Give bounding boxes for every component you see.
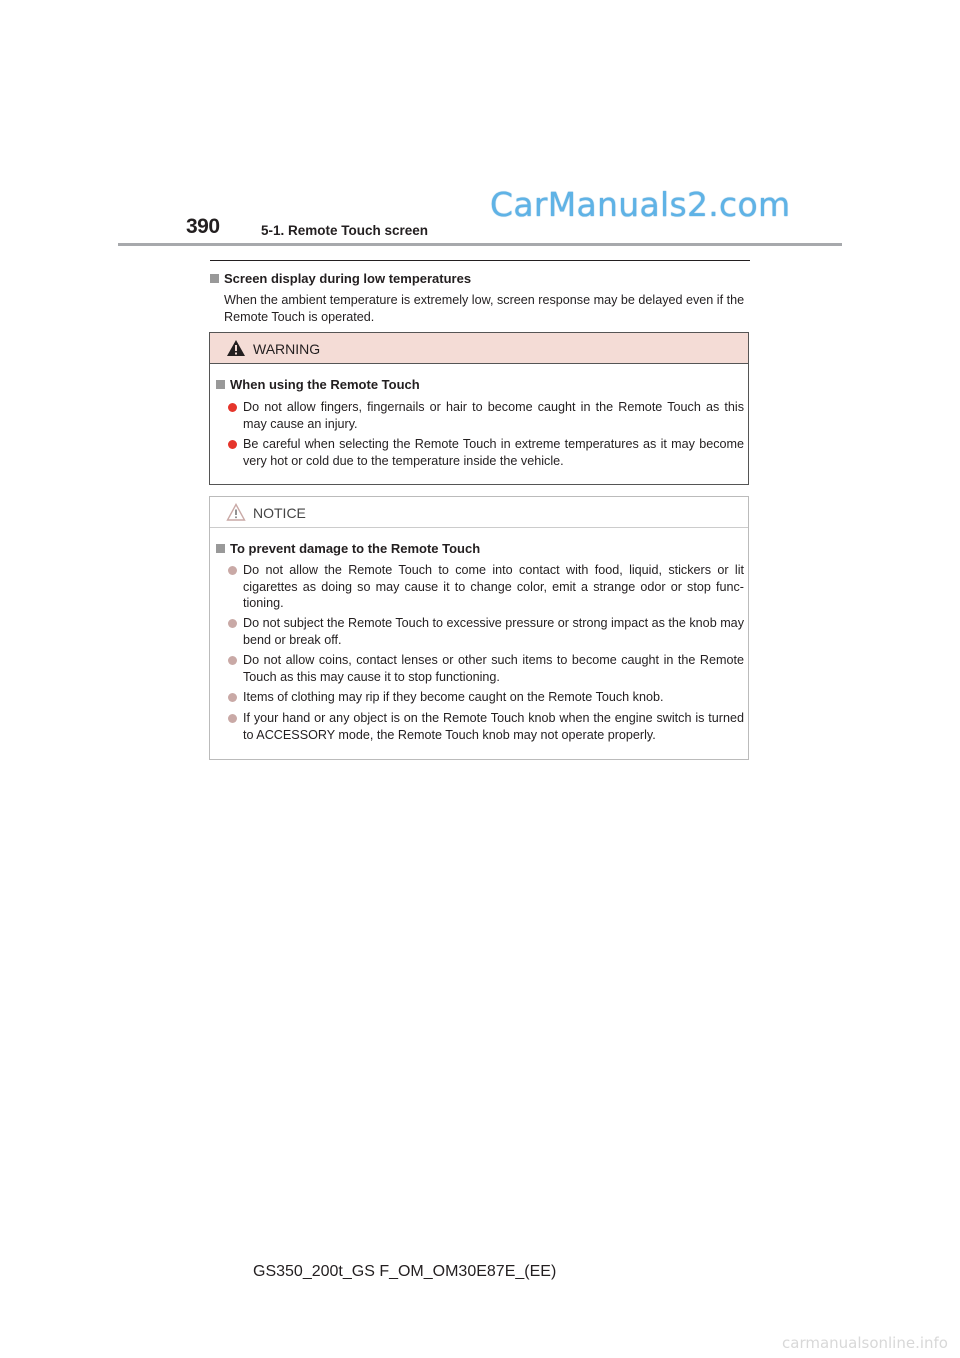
watermark-logo: CarManuals2.com (490, 185, 791, 224)
caution-triangle-icon (226, 503, 246, 521)
square-bullet-icon (216, 544, 225, 553)
intro-heading-text: Screen display during low temperatures (224, 271, 472, 286)
section-title: 5-1. Remote Touch screen (261, 223, 429, 238)
warning-item-text: Do not allow fingers, fingernails or hair to become caught in the Remote Touch as this may cause an injury. (243, 400, 744, 431)
notice-heading-text: To prevent damage to the Remote Touch (230, 541, 481, 556)
square-bullet-icon (216, 380, 225, 389)
bullet-dot-icon (228, 714, 237, 723)
footer-code: GS350_200t_GS F_OM_OM30E87E_(EE) (253, 1263, 557, 1280)
warning-header (210, 333, 748, 364)
notice-item (228, 689, 744, 706)
notice-box (209, 496, 749, 760)
warning-heading (216, 377, 420, 392)
content-rule (210, 260, 750, 261)
page-number: 390 (186, 215, 220, 238)
square-bullet-icon (210, 274, 219, 283)
notice-item-text: Do not subject the Remote Touch to excessive pressure or strong impact as the knob may bend or break off. (243, 616, 744, 647)
notice-heading (216, 541, 480, 556)
warning-triangle-icon (226, 339, 246, 357)
intro-body: When the ambient temperature is extremely low, screen response may be delayed even if the Remote Touch is operated. (224, 293, 745, 324)
intro-heading (210, 271, 471, 286)
notice-item-text: If your hand or any object is on the Remote Touch knob when the engine switch is turned to ACCESSORY mode, the Remote Touch knob may not operate properly. (243, 711, 744, 742)
bullet-dot-icon (228, 566, 237, 575)
warning-heading-text: When using the Remote Touch (230, 377, 420, 392)
warning-label: WARNING (253, 341, 321, 357)
bullet-dot-icon (228, 693, 237, 702)
bullet-dot-icon (228, 619, 237, 628)
notice-item-text: Do not allow coins, contact lenses or other such items to become caught in the Remote Touch as this may cause it to stop functioning. (243, 653, 744, 684)
notice-item-text: Items of clothing may rip if they become caught on the Remote Touch knob. (243, 690, 664, 704)
corner-watermark: carmanualsonline.info (782, 1334, 948, 1352)
notice-item (228, 615, 744, 648)
notice-label: NOTICE (253, 505, 306, 521)
bullet-dot-icon (228, 403, 237, 412)
notice-item (228, 710, 744, 743)
warning-item (228, 436, 744, 469)
warning-box (209, 332, 749, 485)
notice-header (210, 497, 748, 528)
notice-item (228, 652, 744, 685)
warning-item-text: Be careful when selecting the Remote Touch in extreme temperatures as it may become very hot or cold due to the temperature inside the vehicle. (243, 437, 744, 468)
notice-item-text: Do not allow the Remote Touch to come into contact with food, liquid, stickers or lit cigarettes as doing so may cause it to change color, emit a strange odor or stop func-tioning. (243, 563, 744, 610)
header-rule (118, 243, 842, 246)
notice-item (228, 562, 744, 612)
bullet-dot-icon (228, 656, 237, 665)
warning-item (228, 399, 744, 432)
bullet-dot-icon (228, 440, 237, 449)
